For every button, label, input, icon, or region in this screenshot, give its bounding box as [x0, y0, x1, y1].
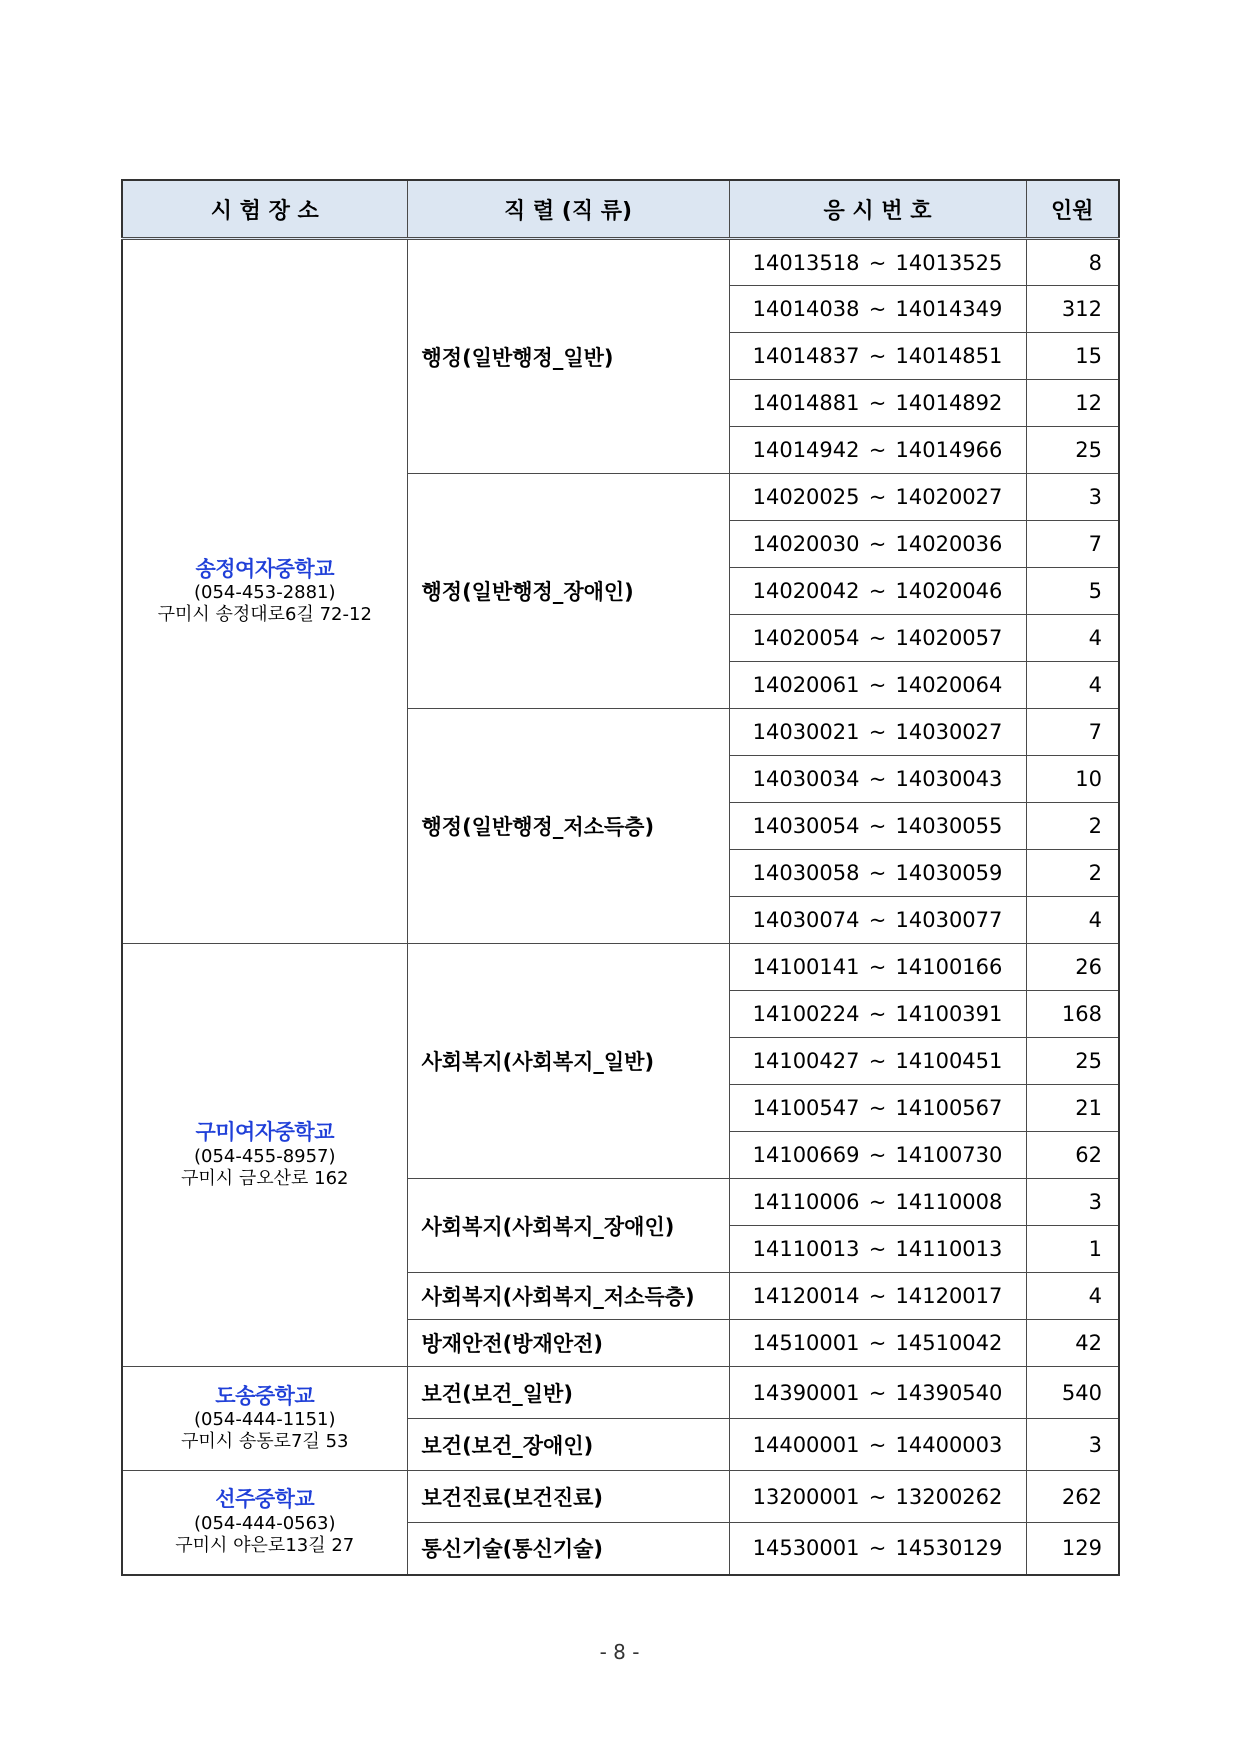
job-category: 행정(일반행정_장애인)	[407, 474, 729, 709]
applicant-count: 4	[1026, 615, 1119, 662]
number-from: 14100669	[752, 1143, 860, 1167]
exam-number-range	[729, 568, 1026, 615]
exam-number-range	[729, 1367, 1026, 1419]
number-to: 14530129	[895, 1536, 1003, 1561]
range-tilde: ~	[868, 720, 887, 744]
venue-cell	[122, 1471, 407, 1575]
number-to: 14013525	[895, 250, 1003, 275]
job-category: 사회복지(사회복지_저소득층)	[407, 1273, 729, 1320]
header-job: 직 렬 (직 류)	[407, 180, 729, 239]
exam-number-range	[729, 944, 1026, 991]
number-to: 14020057	[895, 626, 1003, 650]
range-tilde: ~	[868, 861, 887, 885]
venue-phone: (054-455-8957)	[193, 1145, 336, 1167]
job-category: 보건(보건_일반)	[407, 1367, 729, 1419]
number-from: 14014038	[752, 297, 860, 321]
exam-number-range	[729, 897, 1026, 944]
number-to: 14020027	[895, 485, 1003, 509]
table-row	[122, 1367, 1119, 1419]
range-tilde: ~	[868, 1237, 887, 1261]
exam-number-range	[729, 1523, 1026, 1575]
page-number: - 8 -	[599, 1640, 640, 1664]
number-to: 14390540	[895, 1380, 1003, 1405]
number-to: 14020036	[895, 532, 1003, 556]
range-tilde: ~	[868, 485, 887, 509]
range-tilde: ~	[868, 391, 887, 415]
number-to: 14030055	[895, 814, 1003, 838]
applicant-count: 2	[1026, 803, 1119, 850]
exam-number-range	[729, 474, 1026, 521]
number-from: 14020030	[752, 532, 860, 556]
applicant-count: 42	[1026, 1320, 1119, 1367]
range-tilde: ~	[868, 955, 887, 979]
venue-phone: (054-453-2881)	[193, 582, 336, 604]
range-tilde: ~	[868, 1049, 887, 1073]
range-tilde: ~	[868, 673, 887, 697]
number-from: 14014881	[752, 391, 860, 415]
number-from: 14030058	[752, 861, 860, 885]
venue-address: 구미시 송동로7길 53	[180, 1431, 349, 1453]
job-category: 사회복지(사회복지_일반)	[407, 944, 729, 1179]
job-category: 사회복지(사회복지_장애인)	[407, 1179, 729, 1273]
number-from: 14030054	[752, 814, 860, 838]
range-tilde: ~	[868, 579, 887, 603]
exam-number-range	[729, 1085, 1026, 1132]
range-tilde: ~	[868, 297, 887, 321]
applicant-count: 7	[1026, 521, 1119, 568]
number-from: 14120014	[752, 1284, 860, 1308]
exam-number-range	[729, 1471, 1026, 1523]
exam-number-range	[729, 333, 1026, 380]
number-to: 14030043	[895, 767, 1003, 791]
number-from: 14110013	[752, 1237, 860, 1261]
range-tilde: ~	[868, 1380, 887, 1405]
number-from: 14030021	[752, 720, 860, 744]
number-from: 14020025	[752, 485, 860, 509]
number-to: 14030027	[895, 720, 1003, 744]
job-category: 보건(보건_장애인)	[407, 1419, 729, 1471]
exam-number-range	[729, 1132, 1026, 1179]
table-row	[122, 944, 1119, 991]
exam-number-range	[729, 380, 1026, 427]
number-to: 14100567	[895, 1096, 1003, 1120]
exam-number-range	[729, 427, 1026, 474]
range-tilde: ~	[868, 344, 887, 368]
number-to: 14014966	[895, 438, 1003, 462]
range-tilde: ~	[868, 626, 887, 650]
exam-number-range	[729, 1419, 1026, 1471]
range-tilde: ~	[868, 250, 887, 275]
applicant-count: 4	[1026, 897, 1119, 944]
number-from: 14013518	[752, 250, 860, 275]
applicant-count: 4	[1026, 1273, 1119, 1320]
applicant-count: 3	[1026, 474, 1119, 521]
applicant-count: 540	[1026, 1367, 1119, 1419]
applicant-count: 4	[1026, 662, 1119, 709]
venue-phone: (054-444-1151)	[193, 1409, 336, 1431]
number-from: 14100547	[752, 1096, 860, 1120]
applicant-count: 2	[1026, 850, 1119, 897]
header-row	[122, 180, 1119, 239]
number-to: 14120017	[895, 1284, 1003, 1308]
job-category: 방재안전(방재안전)	[407, 1320, 729, 1367]
exam-number-range	[729, 615, 1026, 662]
range-tilde: ~	[868, 1284, 887, 1308]
header-number: 응 시 번 호	[729, 180, 1026, 239]
job-category: 행정(일반행정_일반)	[407, 239, 729, 474]
applicant-count: 25	[1026, 427, 1119, 474]
venue-cell	[122, 944, 407, 1367]
venue-address: 구미시 야은로13길 27	[175, 1535, 355, 1557]
exam-number-range	[729, 709, 1026, 756]
number-to: 14400003	[895, 1432, 1003, 1457]
number-from: 14014837	[752, 344, 860, 368]
exam-number-range	[729, 1179, 1026, 1226]
exam-number-range	[729, 239, 1026, 286]
number-from: 14110006	[752, 1190, 860, 1214]
number-from: 14014942	[752, 438, 860, 462]
applicant-count: 21	[1026, 1085, 1119, 1132]
exam-number-range	[729, 1226, 1026, 1273]
exam-number-range	[729, 756, 1026, 803]
number-to: 14014892	[895, 391, 1003, 415]
number-to: 14100451	[895, 1049, 1003, 1073]
range-tilde: ~	[868, 1096, 887, 1120]
range-tilde: ~	[868, 1002, 887, 1026]
table-row	[122, 239, 1119, 286]
exam-number-range	[729, 850, 1026, 897]
range-tilde: ~	[868, 532, 887, 556]
venue-address: 구미시 금오산로 162	[180, 1167, 349, 1189]
venue-name: 구미여자중학교	[195, 1120, 334, 1145]
number-from: 14020061	[752, 673, 860, 697]
exam-number-range	[729, 662, 1026, 709]
number-from: 14020042	[752, 579, 860, 603]
venue-name: 도송중학교	[215, 1383, 315, 1408]
range-tilde: ~	[868, 767, 887, 791]
exam-number-range	[729, 1273, 1026, 1320]
applicant-count: 129	[1026, 1523, 1119, 1575]
venue-name: 선주중학교	[215, 1487, 315, 1512]
number-to: 14100391	[895, 1002, 1003, 1026]
applicant-count: 5	[1026, 568, 1119, 615]
venue-phone: (054-444-0563)	[193, 1513, 336, 1535]
number-from: 14100224	[752, 1002, 860, 1026]
number-from: 14030034	[752, 767, 860, 791]
applicant-count: 7	[1026, 709, 1119, 756]
applicant-count: 8	[1026, 239, 1119, 286]
applicant-count: 3	[1026, 1179, 1119, 1226]
applicant-count: 168	[1026, 991, 1119, 1038]
range-tilde: ~	[868, 908, 887, 932]
applicant-count: 312	[1026, 286, 1119, 333]
venue-name: 송정여자중학교	[195, 556, 334, 581]
exam-number-range	[729, 1320, 1026, 1367]
number-to: 14014851	[895, 344, 1003, 368]
range-tilde: ~	[868, 1536, 887, 1561]
exam-number-range	[729, 1038, 1026, 1085]
range-tilde: ~	[868, 1190, 887, 1214]
venue-address: 구미시 송정대로6길 72-12	[157, 604, 372, 626]
exam-number-range	[729, 521, 1026, 568]
exam-number-range	[729, 286, 1026, 333]
table-row	[122, 1471, 1119, 1523]
range-tilde: ~	[868, 1331, 887, 1355]
job-category: 보건진료(보건진료)	[407, 1471, 729, 1523]
applicant-count: 15	[1026, 333, 1119, 380]
number-to: 14020046	[895, 579, 1003, 603]
applicant-count: 26	[1026, 944, 1119, 991]
number-to: 14100166	[895, 955, 1003, 979]
number-to: 14110013	[895, 1237, 1003, 1261]
job-category: 통신기술(통신기술)	[407, 1523, 729, 1575]
number-to: 14030077	[895, 908, 1003, 932]
number-from: 14030074	[752, 908, 860, 932]
venue-cell	[122, 239, 407, 944]
number-to: 13200262	[895, 1484, 1003, 1509]
venue-cell	[122, 1367, 407, 1471]
number-from: 13200001	[752, 1484, 860, 1509]
applicant-count: 62	[1026, 1132, 1119, 1179]
applicant-count: 25	[1026, 1038, 1119, 1085]
number-from: 14100427	[752, 1049, 860, 1073]
applicant-count: 262	[1026, 1471, 1119, 1523]
job-category: 행정(일반행정_저소득층)	[407, 709, 729, 944]
number-to: 14030059	[895, 861, 1003, 885]
number-to: 14510042	[895, 1331, 1003, 1355]
header-venue: 시 험 장 소	[122, 180, 407, 239]
number-from: 14400001	[752, 1432, 860, 1457]
applicant-count: 10	[1026, 756, 1119, 803]
number-from: 14530001	[752, 1536, 860, 1561]
range-tilde: ~	[868, 438, 887, 462]
number-from: 14510001	[752, 1331, 860, 1355]
range-tilde: ~	[868, 814, 887, 838]
exam-venue-table	[121, 179, 1120, 1576]
number-to: 14020064	[895, 673, 1003, 697]
range-tilde: ~	[868, 1143, 887, 1167]
exam-number-range	[729, 991, 1026, 1038]
number-to: 14100730	[895, 1143, 1003, 1167]
number-to: 14110008	[895, 1190, 1003, 1214]
range-tilde: ~	[868, 1432, 887, 1457]
applicant-count: 1	[1026, 1226, 1119, 1273]
applicant-count: 3	[1026, 1419, 1119, 1471]
applicant-count: 12	[1026, 380, 1119, 427]
number-from: 14100141	[752, 955, 860, 979]
number-from: 14020054	[752, 626, 860, 650]
number-from: 14390001	[752, 1380, 860, 1405]
table-body	[122, 239, 1119, 1575]
exam-number-range	[729, 803, 1026, 850]
header-count: 인원	[1026, 180, 1119, 239]
range-tilde: ~	[868, 1484, 887, 1509]
number-to: 14014349	[895, 297, 1003, 321]
